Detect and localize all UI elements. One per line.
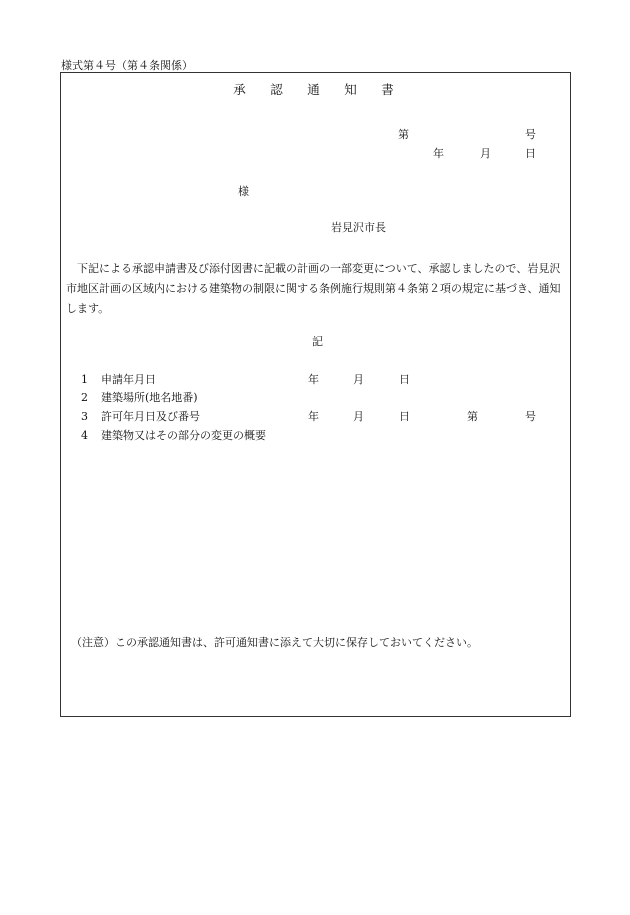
- item-label: 建築物又はその部分の変更の概要: [101, 429, 266, 442]
- note-text: （注意）この承認通知書は、許可通知書に添えて大切に保存しておいてください。: [71, 636, 478, 649]
- number-prefix: 第: [398, 128, 409, 141]
- form-number-label: 様式第４号（第４条関係）: [61, 59, 193, 72]
- item-number-suffix: 号: [525, 410, 536, 423]
- date-day: 日: [525, 147, 536, 160]
- item-year: 年: [308, 410, 319, 423]
- item-label: 申請年月日: [101, 373, 156, 386]
- item-number: 1: [81, 373, 88, 386]
- date-month: 月: [480, 147, 491, 160]
- item-number: 4: [81, 429, 88, 442]
- item-year: 年: [308, 373, 319, 386]
- document-title: 承 認 通 知 書: [233, 82, 400, 97]
- item-number-prefix: 第: [467, 410, 478, 423]
- item-month: 月: [353, 373, 364, 386]
- date-year: 年: [433, 147, 444, 160]
- issuer-name: 岩見沢市長: [331, 221, 386, 234]
- item-month: 月: [353, 410, 364, 423]
- item-number: 2: [81, 391, 88, 404]
- item-day: 日: [399, 373, 410, 386]
- addressee-suffix: 様: [238, 185, 249, 198]
- item-number: 3: [81, 410, 88, 423]
- item-day: 日: [399, 410, 410, 423]
- document-frame: [60, 72, 571, 717]
- number-suffix: 号: [525, 128, 536, 141]
- ki-heading: 記: [312, 335, 323, 348]
- item-label: 許可年月日及び番号: [101, 410, 200, 423]
- item-label: 建築場所(地名地番): [101, 391, 198, 404]
- body-paragraph: 下記による承認申請書及び添付図書に記載の計画の一部変更について、承認しましたので、岩見沢市地区計画の区域内における建築物の制限に関する条例施行規則第４条第２項の規定に基づき、通知します。: [66, 262, 561, 315]
